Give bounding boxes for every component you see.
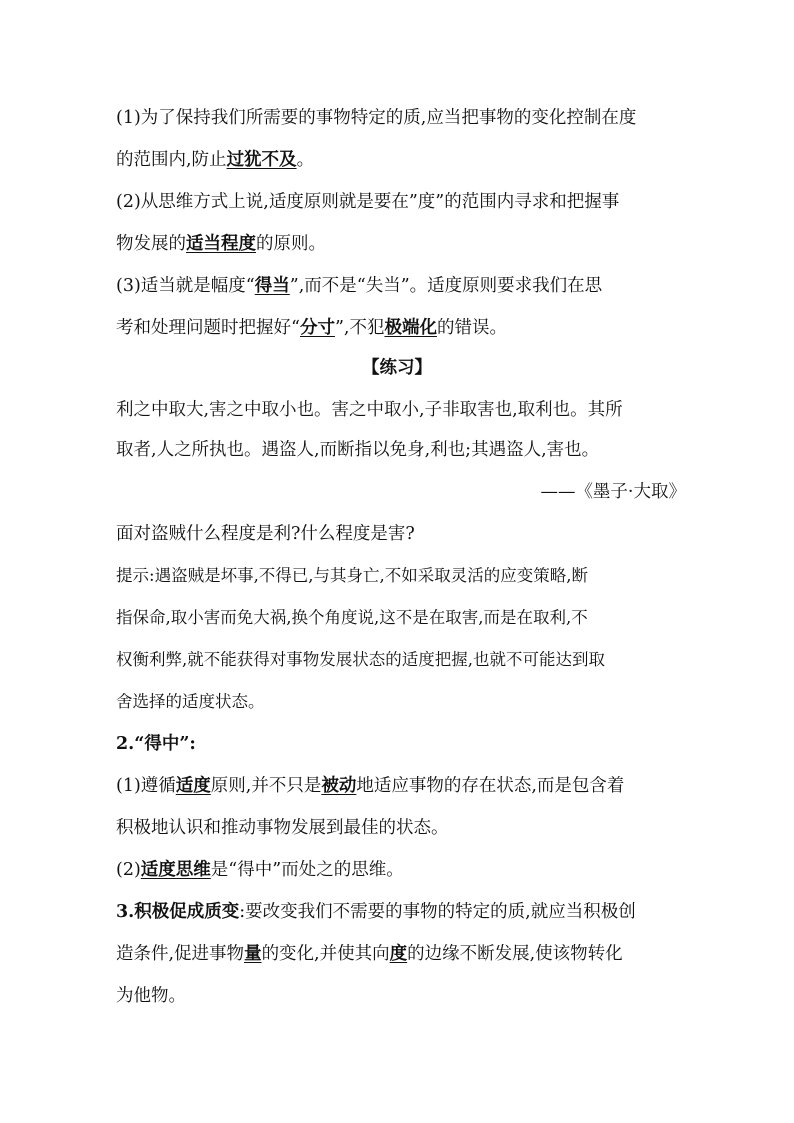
section-3-line-2	[116, 942, 696, 966]
text-span: 造条件,促进事物	[116, 944, 245, 964]
hint-line-3: 权衡利弊,就不能获得对事物发展状态的适度把握,也就不可能达到取	[116, 650, 605, 669]
text-span: 考和处理问题时把握好“	[116, 318, 300, 338]
text-span: 的原则。	[256, 234, 326, 254]
text-span: 。	[296, 150, 315, 170]
paragraph-2-line-1	[116, 190, 696, 214]
key-term: 过犹不及	[226, 150, 297, 170]
section-2-item-2	[116, 858, 696, 882]
section-2-item-1-line-2: 积极地认识和推动事物发展到最佳的状态。	[116, 818, 449, 838]
key-term: 度	[389, 944, 408, 964]
paragraph-1-line-2	[116, 148, 696, 172]
quote-source: ——《墨子·大取》	[540, 482, 686, 502]
section-2-heading: 2.“得中”:	[116, 734, 196, 754]
text-span: (1)遵循	[116, 776, 176, 796]
hint-label: 提示:	[116, 566, 155, 585]
text-span: 遇盗贼是坏事,不得已,与其身亡,不如采取灵活的应变策略,断	[154, 566, 589, 585]
hint-line-2: 指保命,取小害而免大祸,换个角度说,这不是在取害,而是在取利,不	[116, 608, 588, 627]
paragraph-3-line-1	[116, 274, 696, 298]
paragraph-3-line-2	[116, 316, 696, 340]
text-span: 地适应事物的存在状态,而是包含着	[356, 776, 625, 796]
quote-line-1: 利之中取大,害之中取小也。害之中取小,子非取害也,取利也。其所	[116, 400, 623, 420]
text-span: 物发展的	[116, 234, 186, 254]
section-3-line-3: 为他物。	[116, 986, 186, 1006]
text-span: 是“得中”而处之的思维。	[210, 860, 404, 880]
key-term: 被动	[321, 776, 357, 796]
key-term: 适当程度	[186, 234, 256, 254]
key-term: 适度思维	[140, 860, 211, 880]
text-span: 原则,并不只是	[210, 776, 322, 796]
practice-title: 【练习】	[362, 358, 432, 378]
section-3-line-1	[116, 900, 696, 924]
paragraph-1-line-1	[116, 106, 696, 130]
key-term: 适度	[175, 776, 211, 796]
quote-line-2: 取者,人之所执也。遇盗人,而断指以免身,利也;其遇盗人,害也。	[116, 440, 600, 460]
text-span: (3)适当就是幅度“	[116, 276, 255, 296]
key-term: 极端化	[384, 318, 437, 338]
text-span: 的范围内,防止	[116, 150, 227, 170]
section-2-item-1-line-1	[116, 774, 696, 798]
section-3-heading: 3.积极促成质变	[116, 902, 240, 922]
text-span: (2)	[116, 860, 141, 880]
paragraph-2-line-2	[116, 232, 696, 256]
text-span: 的变化,并使其向	[261, 944, 390, 964]
hint-line-4: 舍选择的适度状态。	[116, 692, 265, 711]
key-term: 分寸	[299, 318, 335, 338]
text-span: (1)为了保持我们所需要的事物特定的质,应当把事物的变化控制在度	[116, 108, 637, 128]
text-span: 的边缘不断发展,使该物转化	[407, 944, 623, 964]
text-span: :要改变我们不需要的事物的特定的质,就应当积极创	[239, 902, 636, 922]
practice-question: 面对盗贼什么程度是利?什么程度是害?	[116, 524, 415, 544]
text-span: ”,不犯	[334, 318, 385, 338]
text-span: (2)从思维方式上说,适度原则就是要在”度”的范围内寻求和把握事	[116, 192, 620, 212]
key-term: 量	[244, 944, 262, 964]
key-term: 得当	[254, 276, 290, 296]
text-span: ”,而不是“失当”。适度原则要求我们在思	[289, 276, 603, 296]
text-span: 的错误。	[436, 318, 507, 338]
hint-line-1	[116, 564, 696, 588]
